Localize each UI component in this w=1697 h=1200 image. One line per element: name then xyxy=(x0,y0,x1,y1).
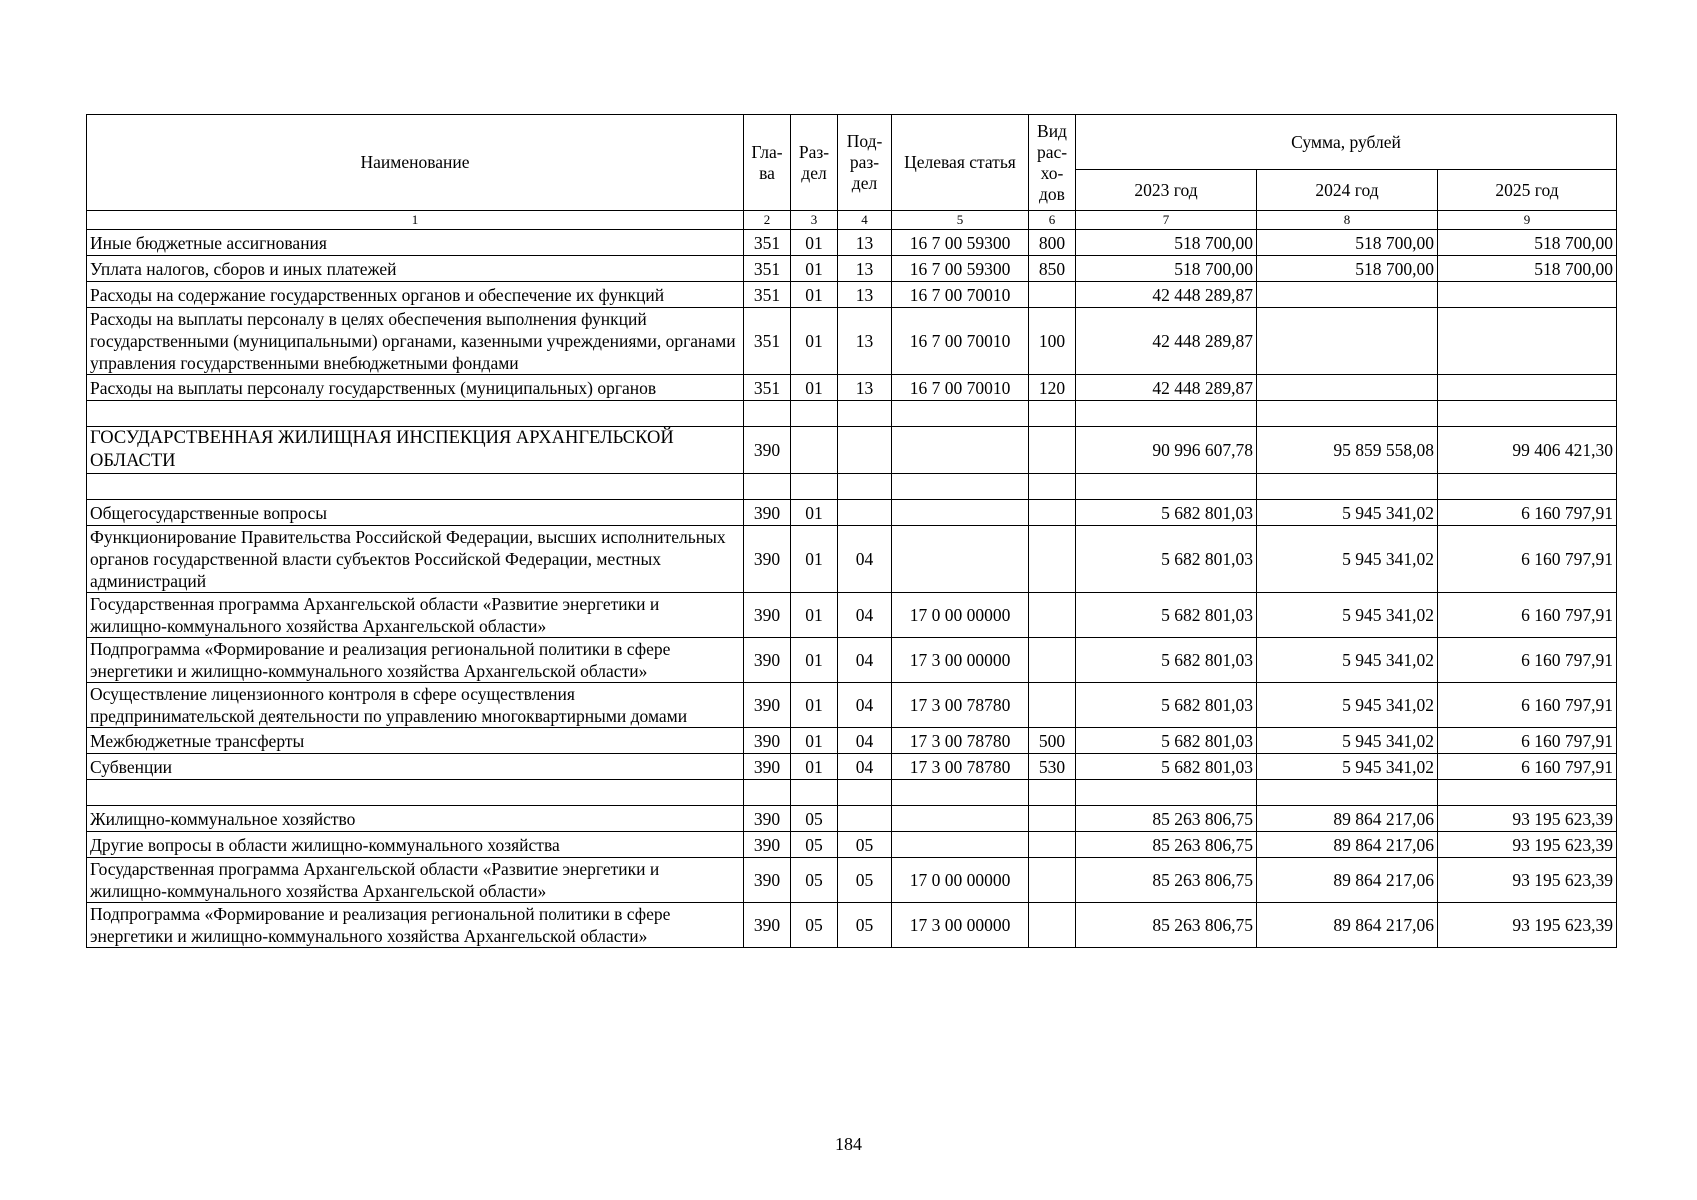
row-name: Жилищно-коммунальное хозяйство xyxy=(87,806,744,832)
row-razdel: 01 xyxy=(791,683,838,728)
row-sum-2023: 518 700,00 xyxy=(1076,230,1257,256)
row-expense-type: 800 xyxy=(1029,230,1076,256)
row-target-article: 16 7 00 59300 xyxy=(892,256,1029,282)
empty-cell xyxy=(744,474,791,500)
spacer-row xyxy=(87,474,1617,500)
row-expense-type xyxy=(1029,683,1076,728)
row-podrazdel: 04 xyxy=(838,526,892,593)
row-sum-2023: 85 263 806,75 xyxy=(1076,858,1257,903)
row-razdel xyxy=(791,427,838,474)
row-sum-2024: 5 945 341,02 xyxy=(1257,638,1438,683)
empty-cell xyxy=(87,780,744,806)
row-sum-2024 xyxy=(1257,308,1438,375)
row-podrazdel: 13 xyxy=(838,256,892,282)
row-sum-2025: 93 195 623,39 xyxy=(1438,832,1617,858)
row-sum-2023: 5 682 801,03 xyxy=(1076,500,1257,526)
row-glava: 390 xyxy=(744,806,791,832)
row-razdel: 01 xyxy=(791,638,838,683)
row-sum-2024: 518 700,00 xyxy=(1257,230,1438,256)
row-sum-2025: 93 195 623,39 xyxy=(1438,903,1617,948)
row-glava: 390 xyxy=(744,526,791,593)
row-glava: 390 xyxy=(744,754,791,780)
row-podrazdel: 05 xyxy=(838,832,892,858)
row-expense-type: 530 xyxy=(1029,754,1076,780)
header-year-2025: 2025 год xyxy=(1438,170,1617,211)
row-razdel: 01 xyxy=(791,308,838,375)
row-sum-2025: 6 160 797,91 xyxy=(1438,526,1617,593)
header-year-2023: 2023 год xyxy=(1076,170,1257,211)
row-razdel: 01 xyxy=(791,754,838,780)
row-sum-2024: 5 945 341,02 xyxy=(1257,526,1438,593)
row-name: Государственная программа Архангельской области «Развитие энергетики и жилищно-коммунального хозяйства Архангельской области» xyxy=(87,858,744,903)
row-target-article xyxy=(892,427,1029,474)
row-sum-2024: 89 864 217,06 xyxy=(1257,806,1438,832)
row-expense-type: 500 xyxy=(1029,728,1076,754)
row-sum-2025: 6 160 797,91 xyxy=(1438,638,1617,683)
empty-cell xyxy=(791,401,838,427)
row-expense-type xyxy=(1029,638,1076,683)
empty-cell xyxy=(892,780,1029,806)
row-expense-type: 850 xyxy=(1029,256,1076,282)
row-target-article xyxy=(892,832,1029,858)
row-podrazdel: 13 xyxy=(838,375,892,401)
row-target-article: 16 7 00 70010 xyxy=(892,375,1029,401)
table-row xyxy=(87,526,1617,593)
header-row xyxy=(87,115,1617,170)
row-sum-2025: 99 406 421,30 xyxy=(1438,427,1617,474)
row-sum-2025 xyxy=(1438,282,1617,308)
empty-cell xyxy=(791,474,838,500)
row-target-article: 16 7 00 59300 xyxy=(892,230,1029,256)
row-sum-2024 xyxy=(1257,375,1438,401)
row-target-article xyxy=(892,526,1029,593)
empty-cell xyxy=(791,780,838,806)
row-name: Расходы на выплаты персоналу в целях обеспечения выполнения функций государственными (муниципальными) органами, казенными учреждениями, органами управления государственными внебюджетными фондами xyxy=(87,308,744,375)
row-sum-2024: 5 945 341,02 xyxy=(1257,593,1438,638)
row-name: Расходы на выплаты персоналу государственных (муниципальных) органов xyxy=(87,375,744,401)
row-sum-2024: 89 864 217,06 xyxy=(1257,903,1438,948)
row-sum-2025: 6 160 797,91 xyxy=(1438,593,1617,638)
row-glava: 390 xyxy=(744,638,791,683)
column-number: 2 xyxy=(744,211,791,230)
table-row xyxy=(87,858,1617,903)
row-glava: 390 xyxy=(744,832,791,858)
column-number: 3 xyxy=(791,211,838,230)
row-sum-2025: 6 160 797,91 xyxy=(1438,683,1617,728)
row-name: Функционирование Правительства Российской Федерации, высших исполнительных органов государственной власти субъектов Российской Федерации, местных администраций xyxy=(87,526,744,593)
row-sum-2025: 6 160 797,91 xyxy=(1438,500,1617,526)
row-target-article: 17 3 00 00000 xyxy=(892,638,1029,683)
empty-cell xyxy=(1438,474,1617,500)
row-podrazdel: 04 xyxy=(838,638,892,683)
row-sum-2025: 93 195 623,39 xyxy=(1438,806,1617,832)
row-razdel: 01 xyxy=(791,593,838,638)
table-row xyxy=(87,593,1617,638)
row-glava: 390 xyxy=(744,903,791,948)
row-glava: 390 xyxy=(744,427,791,474)
row-glava: 390 xyxy=(744,728,791,754)
row-expense-type: 100 xyxy=(1029,308,1076,375)
table-body xyxy=(87,230,1617,948)
empty-cell xyxy=(1029,780,1076,806)
row-name: Субвенции xyxy=(87,754,744,780)
empty-cell xyxy=(87,401,744,427)
row-sum-2023: 85 263 806,75 xyxy=(1076,903,1257,948)
row-expense-type xyxy=(1029,593,1076,638)
row-glava: 351 xyxy=(744,308,791,375)
header-sum: Сумма, рублей xyxy=(1076,115,1617,170)
row-razdel: 05 xyxy=(791,858,838,903)
row-sum-2025: 6 160 797,91 xyxy=(1438,754,1617,780)
row-sum-2024: 5 945 341,02 xyxy=(1257,754,1438,780)
row-glava: 390 xyxy=(744,858,791,903)
row-sum-2025 xyxy=(1438,308,1617,375)
empty-cell xyxy=(892,401,1029,427)
row-podrazdel: 04 xyxy=(838,754,892,780)
empty-cell xyxy=(744,401,791,427)
table-row xyxy=(87,728,1617,754)
table-row xyxy=(87,903,1617,948)
empty-cell xyxy=(838,780,892,806)
row-expense-type xyxy=(1029,832,1076,858)
row-sum-2023: 5 682 801,03 xyxy=(1076,593,1257,638)
row-razdel: 05 xyxy=(791,903,838,948)
row-expense-type xyxy=(1029,427,1076,474)
row-sum-2024: 89 864 217,06 xyxy=(1257,858,1438,903)
row-name: Уплата налогов, сборов и иных платежей xyxy=(87,256,744,282)
row-name: Подпрограмма «Формирование и реализация региональной политики в сфере энергетики и жилищно-коммунального хозяйства Архангельской области» xyxy=(87,903,744,948)
row-name: ГОСУДАРСТВЕННАЯ ЖИЛИЩНАЯ ИНСПЕКЦИЯ АРХАНГЕЛЬСКОЙ ОБЛАСТИ xyxy=(87,427,744,474)
header-name: Наименование xyxy=(87,115,744,211)
table-row xyxy=(87,427,1617,474)
row-podrazdel: 05 xyxy=(838,858,892,903)
row-name: Другие вопросы в области жилищно-коммунального хозяйства xyxy=(87,832,744,858)
header-expense-type: Вид рас-хо-дов xyxy=(1029,115,1076,211)
table-row xyxy=(87,282,1617,308)
empty-cell xyxy=(1257,401,1438,427)
row-name: Расходы на содержание государственных органов и обеспечение их функций xyxy=(87,282,744,308)
header-target-article: Целевая статья xyxy=(892,115,1029,211)
header-razdel: Раз-дел xyxy=(791,115,838,211)
row-glava: 351 xyxy=(744,282,791,308)
row-sum-2023: 85 263 806,75 xyxy=(1076,832,1257,858)
row-podrazdel xyxy=(838,427,892,474)
row-target-article: 16 7 00 70010 xyxy=(892,308,1029,375)
column-number: 8 xyxy=(1257,211,1438,230)
row-podrazdel xyxy=(838,806,892,832)
row-razdel: 05 xyxy=(791,832,838,858)
header-glava: Гла-ва xyxy=(744,115,791,211)
row-glava: 351 xyxy=(744,230,791,256)
row-sum-2023: 42 448 289,87 xyxy=(1076,375,1257,401)
row-razdel: 05 xyxy=(791,806,838,832)
row-glava: 351 xyxy=(744,375,791,401)
row-podrazdel: 13 xyxy=(838,282,892,308)
table-row xyxy=(87,754,1617,780)
table-row xyxy=(87,256,1617,282)
row-name: Общегосударственные вопросы xyxy=(87,500,744,526)
row-sum-2023: 518 700,00 xyxy=(1076,256,1257,282)
row-expense-type xyxy=(1029,858,1076,903)
row-podrazdel: 04 xyxy=(838,728,892,754)
empty-cell xyxy=(1076,474,1257,500)
empty-cell xyxy=(1438,780,1617,806)
empty-cell xyxy=(1257,780,1438,806)
spacer-row xyxy=(87,780,1617,806)
row-expense-type xyxy=(1029,903,1076,948)
table-row xyxy=(87,500,1617,526)
row-sum-2025: 6 160 797,91 xyxy=(1438,728,1617,754)
row-target-article: 17 3 00 78780 xyxy=(892,754,1029,780)
row-podrazdel: 13 xyxy=(838,308,892,375)
row-sum-2023: 90 996 607,78 xyxy=(1076,427,1257,474)
row-sum-2025: 93 195 623,39 xyxy=(1438,858,1617,903)
row-razdel: 01 xyxy=(791,500,838,526)
row-sum-2023: 5 682 801,03 xyxy=(1076,754,1257,780)
header-year-2024: 2024 год xyxy=(1257,170,1438,211)
table-row xyxy=(87,683,1617,728)
empty-cell xyxy=(892,474,1029,500)
column-number: 6 xyxy=(1029,211,1076,230)
row-sum-2025 xyxy=(1438,375,1617,401)
empty-cell xyxy=(87,474,744,500)
table-row xyxy=(87,375,1617,401)
row-sum-2024: 5 945 341,02 xyxy=(1257,728,1438,754)
row-target-article: 17 3 00 78780 xyxy=(892,683,1029,728)
column-number: 7 xyxy=(1076,211,1257,230)
row-sum-2023: 85 263 806,75 xyxy=(1076,806,1257,832)
row-podrazdel xyxy=(838,500,892,526)
row-sum-2024 xyxy=(1257,282,1438,308)
row-sum-2024: 89 864 217,06 xyxy=(1257,832,1438,858)
row-podrazdel: 05 xyxy=(838,903,892,948)
row-name: Межбюджетные трансферты xyxy=(87,728,744,754)
column-number: 1 xyxy=(87,211,744,230)
row-target-article: 17 3 00 00000 xyxy=(892,903,1029,948)
row-expense-type: 120 xyxy=(1029,375,1076,401)
row-sum-2024: 5 945 341,02 xyxy=(1257,500,1438,526)
table-row xyxy=(87,230,1617,256)
row-sum-2023: 42 448 289,87 xyxy=(1076,308,1257,375)
empty-cell xyxy=(744,780,791,806)
row-target-article xyxy=(892,806,1029,832)
empty-cell xyxy=(838,474,892,500)
row-target-article: 16 7 00 70010 xyxy=(892,282,1029,308)
page-number: 184 xyxy=(835,1134,862,1154)
row-razdel: 01 xyxy=(791,526,838,593)
row-expense-type xyxy=(1029,282,1076,308)
empty-cell xyxy=(1029,474,1076,500)
row-name: Подпрограмма «Формирование и реализация региональной политики в сфере энергетики и жилищно-коммунального хозяйства Архангельской области» xyxy=(87,638,744,683)
table-row xyxy=(87,308,1617,375)
row-podrazdel: 13 xyxy=(838,230,892,256)
row-name: Осуществление лицензионного контроля в сфере осуществления предпринимательской деятельности по управлению многоквартирными домами xyxy=(87,683,744,728)
column-number: 9 xyxy=(1438,211,1617,230)
row-sum-2024: 518 700,00 xyxy=(1257,256,1438,282)
row-razdel: 01 xyxy=(791,375,838,401)
row-name: Иные бюджетные ассигнования xyxy=(87,230,744,256)
header-podrazdel: Под-раз-дел xyxy=(838,115,892,211)
empty-cell xyxy=(1029,401,1076,427)
row-glava: 390 xyxy=(744,500,791,526)
row-sum-2025: 518 700,00 xyxy=(1438,256,1617,282)
row-glava: 351 xyxy=(744,256,791,282)
budget-table xyxy=(86,114,1617,948)
row-sum-2023: 5 682 801,03 xyxy=(1076,683,1257,728)
row-sum-2023: 5 682 801,03 xyxy=(1076,638,1257,683)
row-razdel: 01 xyxy=(791,256,838,282)
empty-cell xyxy=(1076,401,1257,427)
table-row xyxy=(87,638,1617,683)
row-sum-2025: 518 700,00 xyxy=(1438,230,1617,256)
empty-cell xyxy=(1257,474,1438,500)
row-target-article: 17 0 00 00000 xyxy=(892,858,1029,903)
empty-cell xyxy=(838,401,892,427)
row-razdel: 01 xyxy=(791,728,838,754)
spacer-row xyxy=(87,401,1617,427)
row-razdel: 01 xyxy=(791,230,838,256)
column-number: 5 xyxy=(892,211,1029,230)
row-sum-2023: 42 448 289,87 xyxy=(1076,282,1257,308)
row-sum-2024: 95 859 558,08 xyxy=(1257,427,1438,474)
row-podrazdel: 04 xyxy=(838,593,892,638)
row-expense-type xyxy=(1029,806,1076,832)
row-target-article: 17 3 00 78780 xyxy=(892,728,1029,754)
row-glava: 390 xyxy=(744,683,791,728)
row-target-article xyxy=(892,500,1029,526)
row-target-article: 17 0 00 00000 xyxy=(892,593,1029,638)
empty-cell xyxy=(1438,401,1617,427)
row-sum-2023: 5 682 801,03 xyxy=(1076,728,1257,754)
row-razdel: 01 xyxy=(791,282,838,308)
table-row xyxy=(87,806,1617,832)
column-numbers-row xyxy=(87,211,1617,230)
row-expense-type xyxy=(1029,526,1076,593)
row-glava: 390 xyxy=(744,593,791,638)
column-number: 4 xyxy=(838,211,892,230)
row-expense-type xyxy=(1029,500,1076,526)
row-name: Государственная программа Архангельской области «Развитие энергетики и жилищно-коммунального хозяйства Архангельской области» xyxy=(87,593,744,638)
row-podrazdel: 04 xyxy=(838,683,892,728)
row-sum-2023: 5 682 801,03 xyxy=(1076,526,1257,593)
empty-cell xyxy=(1076,780,1257,806)
table-row xyxy=(87,832,1617,858)
row-sum-2024: 5 945 341,02 xyxy=(1257,683,1438,728)
